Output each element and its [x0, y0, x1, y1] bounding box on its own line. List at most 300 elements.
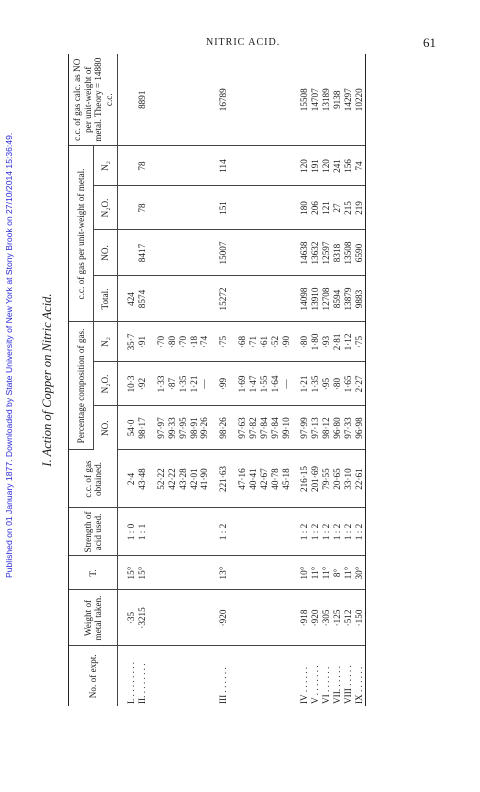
table-cell: 45·18	[281, 450, 292, 508]
table-cell: ·90	[281, 322, 292, 362]
table-cell	[178, 276, 189, 322]
table-cell: 13°	[218, 556, 229, 590]
header-percentage-group: Percentage composition of gas.	[69, 322, 94, 450]
table-cell	[167, 146, 178, 186]
spacer-cell	[148, 646, 156, 706]
table-cell	[270, 556, 281, 590]
data-table	[68, 54, 366, 706]
table-cell	[259, 556, 270, 590]
table-cell	[259, 508, 270, 556]
table-cell	[248, 646, 259, 706]
table-cell: 33·10	[343, 450, 354, 508]
spacer-cell	[229, 54, 237, 146]
table-cell: ·68	[237, 322, 248, 362]
table-cell: 1 : 1	[137, 508, 148, 556]
table-cell	[237, 556, 248, 590]
table-cell: I. . . . . . . . .	[126, 661, 137, 704]
spacer-cell	[148, 54, 156, 146]
table-cell	[259, 230, 270, 276]
table-cell: 1·47	[248, 362, 259, 406]
table-cell	[259, 54, 270, 146]
spacer-cell	[148, 508, 156, 556]
table-cell: 74	[354, 146, 365, 186]
spacer-cell	[118, 556, 127, 590]
spacer-cell	[148, 556, 156, 590]
table-cell: 98·91	[189, 406, 200, 450]
header-no: NO.	[93, 406, 118, 450]
table-row	[281, 54, 292, 706]
table-cell: 78	[137, 186, 148, 230]
table-cell: ·87	[167, 362, 178, 406]
table-row	[354, 54, 365, 706]
spacer-cell	[291, 508, 299, 556]
table-row	[248, 54, 259, 706]
table-cell: 15508	[299, 54, 310, 146]
table-cell	[167, 590, 178, 646]
table-cell: 97·95	[178, 406, 189, 450]
table-cell	[281, 54, 292, 146]
table-cell: 2·27	[354, 362, 365, 406]
table-cell	[178, 590, 189, 646]
table-cell	[126, 230, 137, 276]
table-cell	[248, 146, 259, 186]
table-cell	[156, 590, 167, 646]
table-cell	[178, 230, 189, 276]
table-row	[299, 54, 310, 706]
header-unit-weight-group: c.c. of gas per unit-weight of metal.	[69, 146, 94, 322]
table-cell	[199, 508, 210, 556]
header-weight: Weight of metal taken.	[69, 590, 118, 646]
table-cell	[156, 146, 167, 186]
publication-watermark	[2, 60, 18, 720]
table-cell	[248, 508, 259, 556]
table-cell: 8318	[332, 230, 343, 276]
spacer-cell	[118, 54, 127, 146]
header-n2o: N₂O.	[93, 362, 118, 406]
table-cell	[167, 646, 178, 706]
table-cell: 14707	[310, 54, 321, 146]
header-cc-gas: c.c. of gas obtained.	[69, 450, 118, 508]
table-cell	[199, 590, 210, 646]
table-cell	[199, 186, 210, 230]
table-cell	[167, 230, 178, 276]
spacer-cell	[229, 646, 237, 706]
table-cell	[178, 556, 189, 590]
table-cell: ·920	[218, 590, 229, 646]
table-cell: ·920	[310, 590, 321, 646]
table-cell: 54·0	[126, 406, 137, 450]
table-cell: 78	[137, 146, 148, 186]
table-cell	[156, 186, 167, 230]
table-cell: ·92	[137, 362, 148, 406]
group-spacer	[148, 54, 156, 706]
table-cell: 8891	[137, 54, 148, 146]
table-cell: 206	[310, 186, 321, 230]
table-cell	[189, 590, 200, 646]
spacer-cell	[148, 146, 156, 186]
table-cell: ·75	[218, 322, 229, 362]
table-row	[137, 54, 148, 706]
table-cell: 1·64	[270, 362, 281, 406]
table-cell: VI . . . . . .	[321, 666, 332, 704]
header-n2: N₂	[93, 322, 118, 362]
table-cell	[248, 230, 259, 276]
table-cell: 97·84	[259, 406, 270, 450]
table-cell	[126, 54, 137, 146]
table-cell: 10220	[354, 54, 365, 146]
table-row	[199, 54, 210, 706]
spacer-cell	[148, 450, 156, 508]
spacer-cell	[229, 508, 237, 556]
table-row	[126, 54, 137, 706]
table-row	[321, 54, 332, 706]
table-cell: 43·48	[137, 450, 148, 508]
table-cell: 15°	[137, 556, 148, 590]
spacer-cell	[210, 590, 218, 646]
table-cell	[156, 54, 167, 146]
table-cell	[248, 276, 259, 322]
table-cell	[248, 54, 259, 146]
table-cell: 14098	[299, 276, 310, 322]
table-cell: 97·84	[270, 406, 281, 450]
table-cell: 13189	[321, 54, 332, 146]
spacer-cell	[148, 590, 156, 646]
table-cell: 2·81	[332, 322, 343, 362]
spacer-cell	[148, 276, 156, 322]
table-cell	[270, 508, 281, 556]
table-cell: 22·61	[354, 450, 365, 508]
spacer-cell	[148, 322, 156, 362]
spacer-cell	[229, 590, 237, 646]
table-row	[156, 54, 167, 706]
spacer-cell	[118, 146, 127, 186]
table-cell	[259, 276, 270, 322]
table-cell	[270, 646, 281, 706]
table-row	[237, 54, 248, 706]
table-cell: ·70	[156, 322, 167, 362]
spacer-cell	[210, 362, 218, 406]
table-cell	[248, 556, 259, 590]
table-cell: 1 : 2	[332, 508, 343, 556]
group-spacer	[118, 54, 127, 706]
table-cell: 97·97	[156, 406, 167, 450]
table-cell	[237, 646, 248, 706]
table-cell: 42·22	[167, 450, 178, 508]
spacer-cell	[210, 146, 218, 186]
table-cell	[189, 230, 200, 276]
table-body	[118, 54, 365, 706]
table-cell: 1·35	[310, 362, 321, 406]
table-cell: ·99	[218, 362, 229, 406]
table-cell: 1 : 2	[321, 508, 332, 556]
spacer-cell	[148, 406, 156, 450]
table-cell: 424	[126, 276, 137, 322]
table-cell: 30°	[354, 556, 365, 590]
table-cell: 40·41	[248, 450, 259, 508]
spacer-cell	[118, 508, 127, 556]
spacer-cell	[229, 186, 237, 230]
table-cell: 15007	[218, 230, 229, 276]
table-cell: 97·63	[237, 406, 248, 450]
table-cell	[178, 508, 189, 556]
spacer-cell	[148, 186, 156, 230]
table-cell: 15272	[218, 276, 229, 322]
table-cell: 1·33	[156, 362, 167, 406]
header-calculated: c.c. of gas calc. as NO per unit-weight of metal. Theory = 14880 c.c.	[69, 54, 118, 146]
spacer-cell	[229, 146, 237, 186]
spacer-cell	[229, 276, 237, 322]
table-cell: 1·80	[310, 322, 321, 362]
table-cell: 16789	[218, 54, 229, 146]
table-cell	[237, 230, 248, 276]
table-cell	[189, 186, 200, 230]
spacer-cell	[291, 276, 299, 322]
table-cell: 13879	[343, 276, 354, 322]
spacer-cell	[210, 556, 218, 590]
table-cell: 13508	[343, 230, 354, 276]
table-cell	[270, 146, 281, 186]
table-cell	[156, 556, 167, 590]
spacer-cell	[148, 230, 156, 276]
table-cell: 241	[332, 146, 343, 186]
table-cell: ·74	[199, 322, 210, 362]
table-cell: 114	[218, 146, 229, 186]
table-row	[167, 54, 178, 706]
table-cell	[167, 186, 178, 230]
table-cell: ·35	[126, 590, 137, 646]
table-cell: ·918	[299, 590, 310, 646]
spacer-cell	[118, 276, 127, 322]
table-cell: 96·80	[332, 406, 343, 450]
table-cell	[270, 54, 281, 146]
table-cell: ·93	[321, 322, 332, 362]
table-cell	[189, 54, 200, 146]
table-cell: ·305	[321, 590, 332, 646]
table-cell	[237, 186, 248, 230]
table-cell: 8574	[137, 276, 148, 322]
spacer-cell	[291, 230, 299, 276]
spacer-cell	[118, 406, 127, 450]
table-cell	[126, 146, 137, 186]
table-cell: 6590	[354, 230, 365, 276]
table-cell	[281, 186, 292, 230]
table-cell	[259, 186, 270, 230]
header-temperature: T.	[69, 556, 118, 590]
spacer-cell	[291, 362, 299, 406]
table-cell: 12597	[321, 230, 332, 276]
table-cell: IX . . . . . .	[354, 646, 365, 706]
table-cell: 11°	[321, 556, 332, 590]
table-cell	[281, 230, 292, 276]
table-cell	[281, 590, 292, 646]
spacer-cell	[210, 322, 218, 362]
table-cell: 1·69	[237, 362, 248, 406]
header-expt: No. of expt.	[69, 646, 118, 706]
table-cell: 79·55	[321, 450, 332, 508]
spacer-cell	[118, 646, 127, 706]
table-cell: 13632	[310, 230, 321, 276]
table-cell: II. . . . . . . .	[137, 663, 148, 704]
spacer-cell	[210, 508, 218, 556]
spacer-cell	[118, 230, 127, 276]
spacer-cell	[148, 362, 156, 406]
table-cell: 180	[299, 186, 310, 230]
table-cell: VII. . . . . .	[332, 665, 343, 704]
table-cell	[270, 590, 281, 646]
table-cell: 42·01	[189, 450, 200, 508]
table-cell: V . . . . . . .	[310, 665, 321, 704]
spacer-cell	[229, 450, 237, 508]
table-cell: 1 : 2	[299, 508, 310, 556]
header-strength: Strength of acid used.	[69, 508, 118, 556]
table-cell	[259, 590, 270, 646]
table-cell: 40·78	[270, 450, 281, 508]
spacer-cell	[210, 646, 218, 706]
table-cell	[167, 508, 178, 556]
table-cell: 201·69	[310, 450, 321, 508]
table-cell: 151	[218, 186, 229, 230]
table-row	[270, 54, 281, 706]
table-cell: 1·21	[299, 362, 310, 406]
spacer-cell	[229, 322, 237, 362]
table-cell: 42·67	[259, 450, 270, 508]
table-cell: 215	[343, 186, 354, 230]
spacer-cell	[210, 450, 218, 508]
table-cell: 97·13	[310, 406, 321, 450]
table-cell	[281, 146, 292, 186]
table-cell: 1·21	[189, 362, 200, 406]
table-cell: IV . . . . . .	[299, 666, 310, 704]
header-no-unit: NO.	[93, 230, 118, 276]
table-cell: 1·65	[343, 362, 354, 406]
spacer-cell	[229, 230, 237, 276]
table-cell	[156, 230, 167, 276]
table-cell	[189, 646, 200, 706]
table-row	[343, 54, 354, 706]
spacer-cell	[291, 406, 299, 450]
table-cell: ·80	[332, 362, 343, 406]
table-cell: 11°	[310, 556, 321, 590]
table-cell: 1·35	[178, 362, 189, 406]
spacer-cell	[118, 186, 127, 230]
table-cell: ·18	[189, 322, 200, 362]
table-cell	[189, 276, 200, 322]
table-cell	[237, 146, 248, 186]
table-cell	[270, 186, 281, 230]
table-cell: 14638	[299, 230, 310, 276]
table-cell	[199, 54, 210, 146]
table-cell: 98·17	[137, 406, 148, 450]
table-cell	[156, 646, 167, 706]
table-cell	[199, 230, 210, 276]
spacer-cell	[210, 230, 218, 276]
spacer-cell	[291, 186, 299, 230]
table-cell: ·125	[332, 590, 343, 646]
table-cell: 1·55	[259, 362, 270, 406]
table-cell: III . . . . . .	[218, 667, 229, 704]
table-cell	[248, 590, 259, 646]
table-cell: 99·33	[167, 406, 178, 450]
spacer-cell	[118, 590, 127, 646]
table-cell: 10°	[299, 556, 310, 590]
table-cell: 219	[354, 186, 365, 230]
table-cell: ·75	[354, 322, 365, 362]
table-cell: 9138	[332, 54, 343, 146]
table-cell	[199, 556, 210, 590]
table-cell: 43·28	[178, 450, 189, 508]
table-cell: 13910	[310, 276, 321, 322]
table-cell: 96·98	[354, 406, 365, 450]
table-cell: 191	[310, 146, 321, 186]
table-cell: 8°	[332, 556, 343, 590]
spacer-cell	[291, 646, 299, 706]
table-cell	[178, 54, 189, 146]
table-cell: ·71	[248, 322, 259, 362]
table-cell: 98·12	[321, 406, 332, 450]
table-cell	[178, 186, 189, 230]
table-cell: ·70	[178, 322, 189, 362]
header-n2-unit: N₂	[93, 146, 118, 186]
group-spacer	[210, 54, 218, 706]
table-cell	[199, 646, 210, 706]
group-spacer	[229, 54, 237, 706]
table-cell: 156	[343, 146, 354, 186]
spacer-cell	[210, 406, 218, 450]
table-cell	[281, 508, 292, 556]
table-cell	[259, 146, 270, 186]
table-cell	[270, 276, 281, 322]
table-cell	[178, 146, 189, 186]
table-cell: 120	[299, 146, 310, 186]
spacer-cell	[210, 186, 218, 230]
table-cell: ·80	[299, 322, 310, 362]
header-n2o-unit: N₂O.	[93, 186, 118, 230]
table-cell: 1 : 2	[354, 508, 365, 556]
table-cell: 8594	[332, 276, 343, 322]
table-cell	[237, 508, 248, 556]
table-cell	[178, 646, 189, 706]
table-row	[218, 54, 229, 706]
table-row	[332, 54, 343, 706]
table-title: I. Action of Copper on Nitric Acid.	[40, 293, 54, 467]
spacer-cell	[291, 450, 299, 508]
table-cell: 97·99	[299, 406, 310, 450]
table-cell	[167, 54, 178, 146]
table-cell: 97·82	[248, 406, 259, 450]
spacer-cell	[291, 146, 299, 186]
table-cell: 8417	[137, 230, 148, 276]
table-cell	[259, 646, 270, 706]
table-cell: 99·10	[281, 406, 292, 450]
table-cell: 15°	[126, 556, 137, 590]
table-cell: ·150	[354, 590, 365, 646]
table-cell: —	[281, 362, 292, 406]
table-cell	[199, 146, 210, 186]
table-cell: 20·65	[332, 450, 343, 508]
watermark-text: Published on 01 January 1877. Downloaded by State University of New York at Stony Brook on 27/10/2014 15:36:49.	[4, 132, 14, 578]
spacer-cell	[291, 322, 299, 362]
table-cell: 1·12	[343, 322, 354, 362]
spacer-cell	[291, 556, 299, 590]
group-spacer	[291, 54, 299, 706]
table-cell	[167, 276, 178, 322]
spacer-cell	[229, 406, 237, 450]
table-cell: —	[199, 362, 210, 406]
table-cell	[281, 556, 292, 590]
table-cell: VIII . . . . .	[342, 665, 353, 704]
table-cell: 98·26	[218, 406, 229, 450]
rotated-table-block	[40, 54, 470, 706]
